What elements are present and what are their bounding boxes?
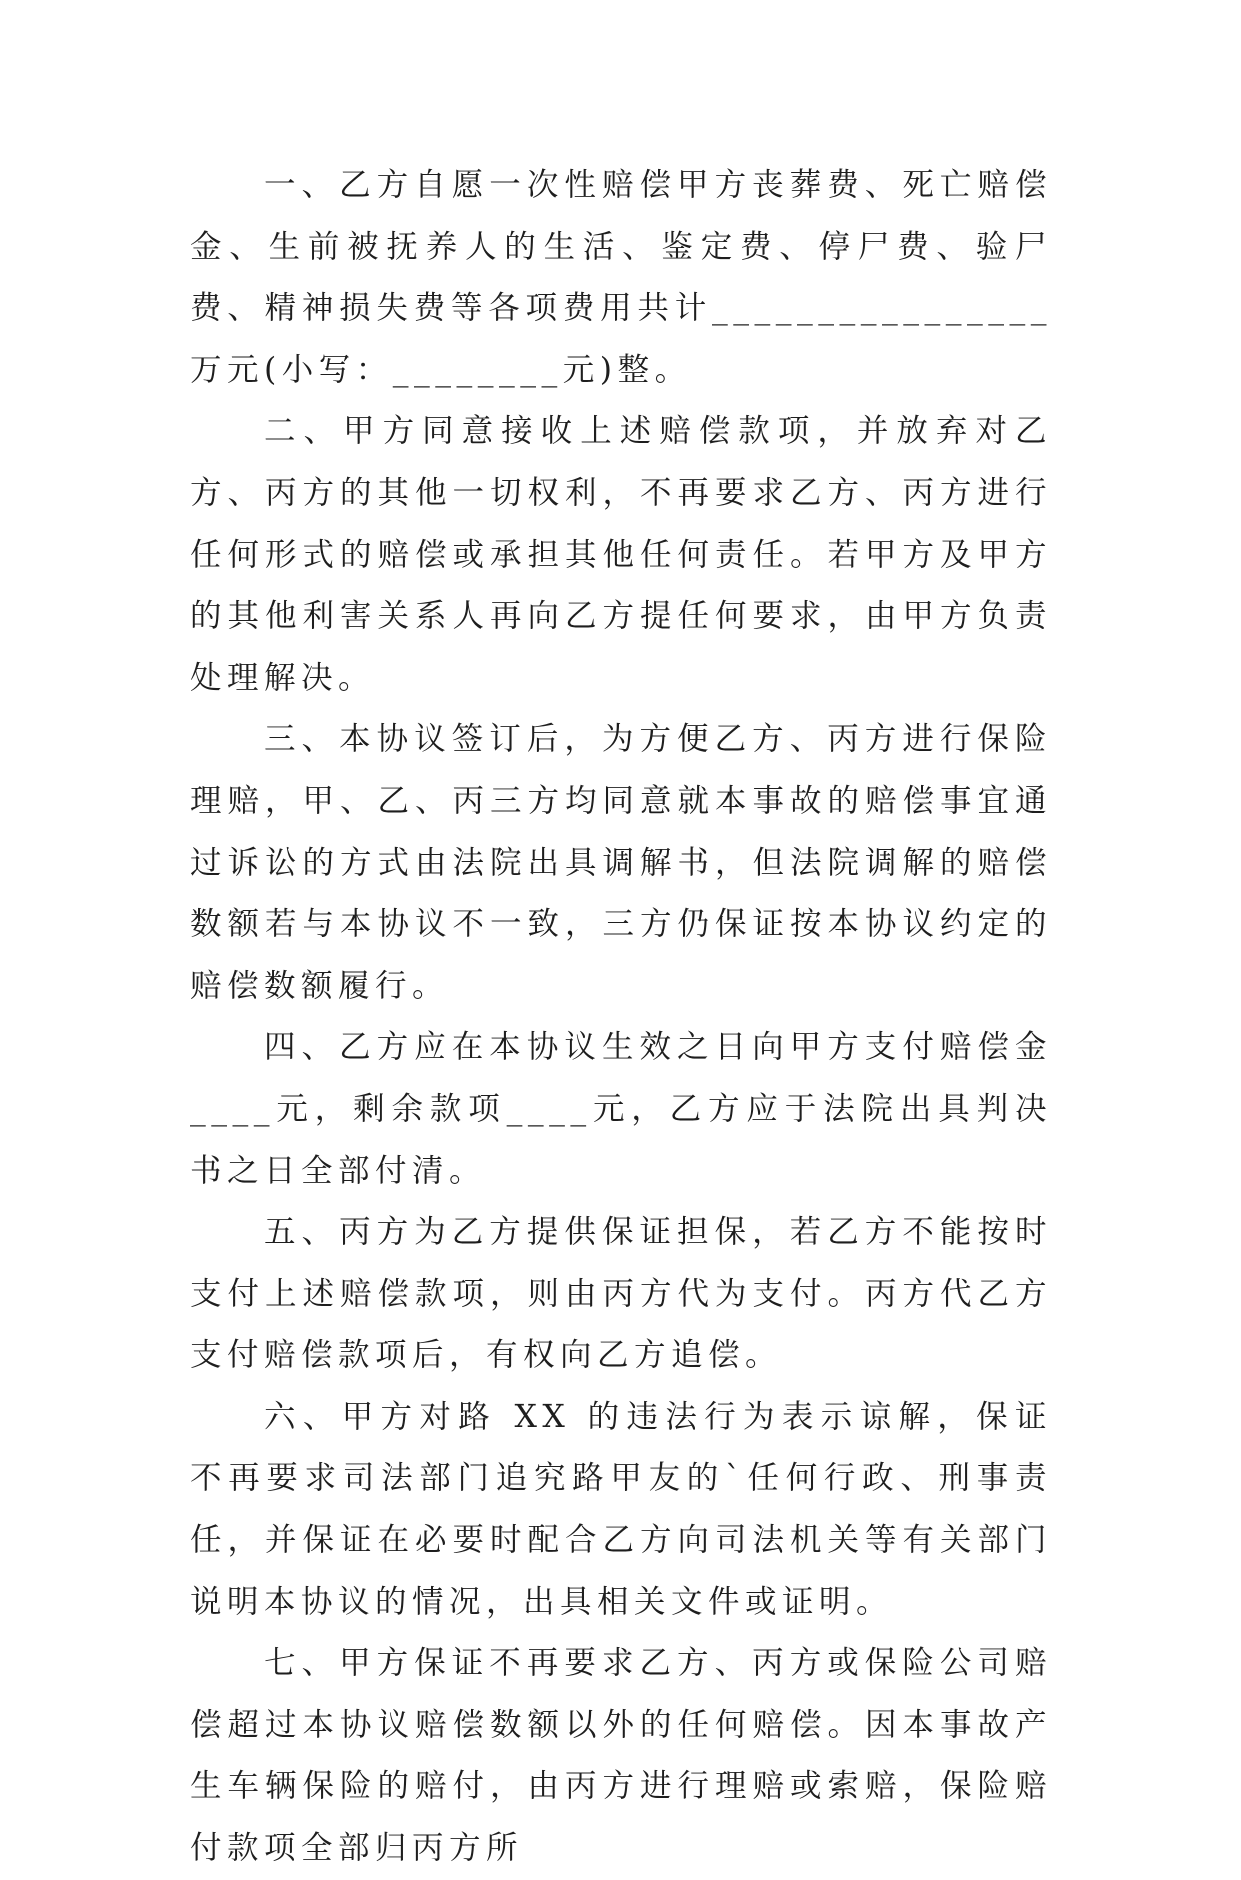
document-body — [190, 155, 1052, 1880]
clause-1: 一、乙方自愿一次性赔偿甲方丧葬费、死亡赔偿金、生前被抚养人的生活、鉴定费、停尸费、验尸费、精神损失费等各项费用共计________________万元(小写：________元)整。 — [190, 167, 1052, 388]
clause-5: 五、丙方为乙方提供保证担保，若乙方不能按时支付上述赔偿款项，则由丙方代为支付。丙方代乙方支付赔偿款项后，有权向乙方追偿。 — [190, 1214, 1052, 1374]
clause-7: 七、甲方保证不再要求乙方、丙方或保险公司赔偿超过本协议赔偿数额以外的任何赔偿。因本事故产生车辆保险的赔付，由丙方进行理赔或索赔，保险赔付款项全部归丙方所 — [190, 1645, 1052, 1867]
clause-4: 四、乙方应在本协议生效之日向甲方支付赔偿金____元，剩余款项____元，乙方应于法院出具判决书之日全部付清。 — [190, 1029, 1052, 1189]
clause-2: 二、甲方同意接收上述赔偿款项，并放弃对乙方、丙方的其他一切权利，不再要求乙方、丙方进行任何形式的赔偿或承担其他任何责任。若甲方及甲方的其他利害关系人再向乙方提任何要求，由甲方负责处理解决。 — [190, 413, 1052, 696]
clause-6: 六、甲方对路 XX 的违法行为表示谅解，保证不再要求司法部门追究路甲友的`任何行政、刑事责任，并保证在必要时配合乙方向司法机关等有关部门说明本协议的情况，出具相关文件或证明。 — [190, 1398, 1052, 1620]
clause-3: 三、本协议签订后，为方便乙方、丙方进行保险理赔，甲、乙、丙三方均同意就本事故的赔偿事宜通过诉讼的方式由法院出具调解书，但法院调解的赔偿数额若与本协议不一致，三方仍保证按本协议约定的赔偿数额履行。 — [190, 721, 1052, 1004]
